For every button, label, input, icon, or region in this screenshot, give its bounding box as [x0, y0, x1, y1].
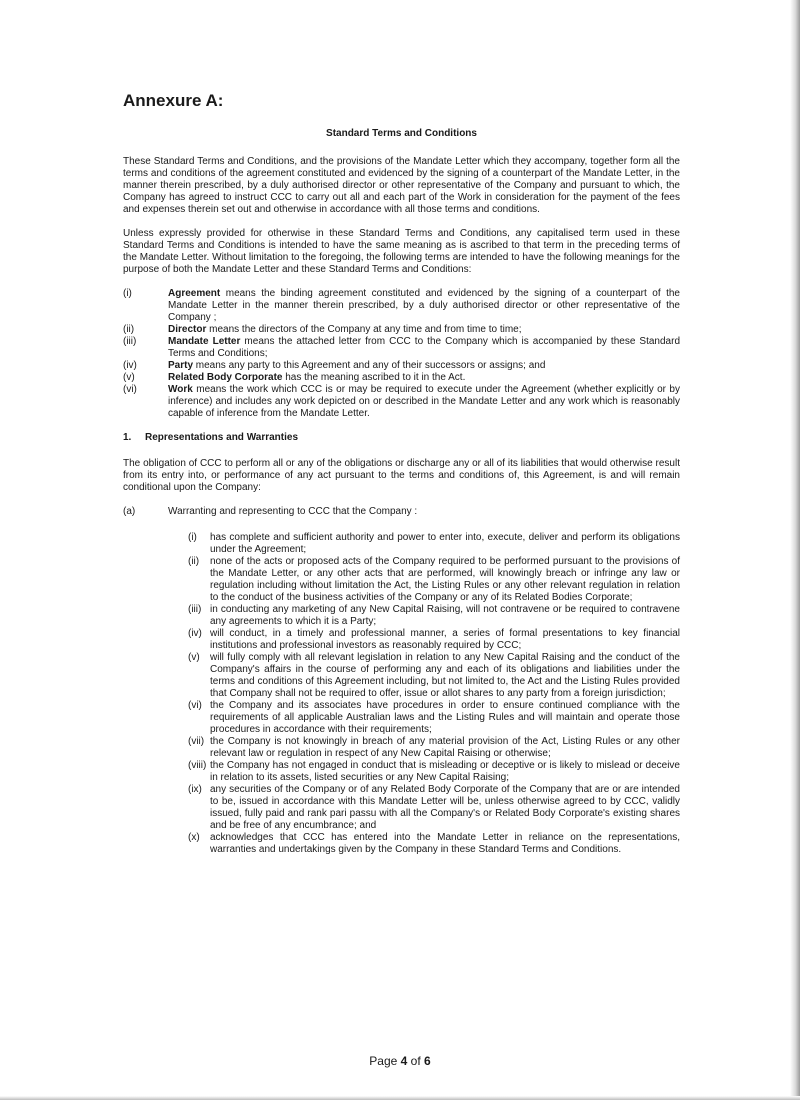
- section-intro-paragraph: The obligation of CCC to perform all or any of the obligations or discharge any or all of its liabilities that would otherwise result from its entry into, or performance of any act pursuant to the terms and conditions of, this Agreement, is and will remain conditional upon the Company:: [123, 458, 680, 493]
- warranty-text: the Company has not engaged in conduct that is misleading or deceptive or is likely to mislead or deceive in relation to its assets, listed securities or any New Capital Raising;: [210, 760, 680, 783]
- warranty-item: [188, 784, 680, 832]
- warranty-text: in conducting any marketing of any New Capital Raising, will not contravene or be required to contravene any agreements to which it is a Party;: [210, 604, 680, 627]
- page-edge-shadow: [790, 0, 800, 1100]
- intro-paragraph-1: These Standard Terms and Conditions, and the provisions of the Mandate Letter which they accompany, together form all the terms and conditions of the agreement constituted and evidenced by the signing of a counterpart of the Mandate Letter, in the manner therein prescribed, by a duly authorised director or other representative of the Company and pursuant to which, the Company has agreed to instruct CCC to carry out all and each part of the Work in consideration for the payment of the fees and expenses therein set out and otherwise in accordance with all those terms and conditions.: [123, 156, 680, 215]
- annex-title: Annexure A:: [123, 91, 224, 110]
- warranty-text: will fully comply with all relevant legislation in relation to any New Capital Raising and the conduct of the Company's affairs in the course of performing any and each of its obligations and liabilities under the terms and conditions of this Agreement including, but not limited to, the Act and the Listing Rules provided that Company shall not be required to offer, issue or allot shares to any party from a foreign jurisdiction;: [210, 652, 680, 699]
- definition-text: [168, 360, 680, 372]
- warranty-number: (i): [188, 532, 197, 543]
- definition-number: (vi): [123, 384, 137, 395]
- definition-text: [168, 324, 680, 336]
- of-word: of: [410, 1054, 421, 1068]
- current-page-number: 4: [400, 1054, 408, 1068]
- definition-item: [123, 288, 680, 324]
- warranty-item: [188, 532, 680, 556]
- warranty-number: (iii): [188, 604, 202, 615]
- page-footer: [0, 1053, 800, 1069]
- warranty-text: none of the acts or proposed acts of the Company required to be performed pursuant to the provisions of the Mandate Letter, or any other acts that are performed, will knowingly breach or infringe any law or regulation including without limitation the Act, the Listing Rules or any other relevant regulation in relation to the conduct of the business activities of the Company or any of its Related Bodies Corporate;: [210, 556, 680, 603]
- warranty-number: (iv): [188, 628, 202, 639]
- definition-item: [123, 324, 680, 336]
- definition-term: Related Body Corporate: [168, 372, 283, 383]
- definition-term: Mandate Letter: [168, 336, 241, 347]
- section-heading: [123, 432, 680, 444]
- definition-item: [123, 336, 680, 360]
- total-pages-number: 6: [424, 1054, 431, 1068]
- definition-meaning: has the meaning ascribed to it in the Act.: [282, 372, 466, 383]
- warranty-text: any securities of the Company or of any Related Body Corporate of the Company that are or are intended to be, issued in accordance with this Mandate Letter will be, unless otherwise agreed to by CCC, validly issued, fully paid and rank pari passu with all the Company's or Related Body Corporate's existing shares and be free of any encumbrance; and: [210, 784, 680, 831]
- definition-number: (iv): [123, 360, 137, 371]
- warranty-number: (viii): [188, 760, 207, 771]
- warranty-number: (ii): [188, 556, 200, 567]
- warranty-item: [188, 700, 680, 736]
- section-title: Representations and Warranties: [145, 432, 299, 443]
- warranty-text: has complete and sufficient authority and power to enter into, execute, deliver and perform its obligations under the Agreement;: [210, 532, 680, 555]
- warranty-item: [188, 652, 680, 700]
- warranty-list: [188, 532, 680, 856]
- definition-number: (i): [123, 288, 132, 299]
- definition-term: Director: [168, 324, 207, 335]
- definition-number: (ii): [123, 324, 135, 335]
- definition-meaning: means the directors of the Company at any time and from time to time;: [206, 324, 522, 335]
- definition-item: [123, 360, 680, 372]
- definition-number: (iii): [123, 336, 137, 347]
- definition-term: Party: [168, 360, 194, 371]
- warranty-item: [188, 556, 680, 604]
- warranty-text: acknowledges that CCC has entered into the Mandate Letter in reliance on the representations, warranties and undertakings given by the Company in these Standard Terms and Conditions.: [210, 832, 680, 855]
- page-bottom-shadow: [0, 1096, 800, 1100]
- definition-number: (v): [123, 372, 135, 383]
- document-body: [123, 90, 680, 856]
- definition-item: [123, 372, 680, 384]
- definition-item: [123, 384, 680, 420]
- warranty-number: (ix): [188, 784, 202, 795]
- definitions-list: [123, 288, 680, 420]
- definition-term: Agreement: [168, 288, 221, 299]
- section-number: 1.: [123, 432, 132, 443]
- definition-meaning: means the attached letter from CCC to the Company which is accompanied by these Standard Terms and Conditions;: [168, 336, 680, 359]
- definition-text: [168, 288, 680, 324]
- clause-a: [123, 506, 680, 518]
- warranty-text: the Company and its associates have procedures in order to ensure continued compliance with the requirements of all applicable Australian laws and the Listing Rules and will maintain and operate those procedures in accordance with their requirements;: [210, 700, 680, 735]
- warranty-item: [188, 832, 680, 856]
- definition-text: [168, 372, 680, 384]
- definition-text: [168, 336, 680, 360]
- warranty-item: [188, 760, 680, 784]
- warranty-item: [188, 628, 680, 652]
- warranty-item: [188, 736, 680, 760]
- definition-text: [168, 384, 680, 420]
- document-subtitle: Standard Terms and Conditions: [326, 128, 477, 139]
- warranty-number: (vii): [188, 736, 205, 747]
- definition-meaning: means the binding agreement constituted and evidenced by the signing of a counterpart of the Mandate Letter in the manner therein prescribed, by a duly authorised director or other representative of the Company ;: [168, 288, 680, 323]
- warranty-text: the Company is not knowingly in breach of any material provision of the Act, Listing Rules or any other relevant law or regulation in respect of any New Capital Raising or otherwise;: [210, 736, 680, 759]
- definition-meaning: means the work which CCC is or may be required to execute under the Agreement (whether explicitly or by inference) and includes any work depicted on or described in the Mandate Letter and any work which is reasonably capable of inference from the Mandate Letter.: [168, 384, 680, 419]
- page-word: Page: [369, 1054, 398, 1068]
- warranty-number: (x): [188, 832, 200, 843]
- definition-meaning: means any party to this Agreement and any of their successors or assigns; and: [193, 360, 546, 371]
- warranty-text: will conduct, in a timely and professional manner, a series of formal presentations to key financial institutions and professional investors as reasonably required by CCC;: [210, 628, 680, 651]
- clause-text: Warranting and representing to CCC that the Company :: [168, 506, 418, 517]
- warranty-number: (vi): [188, 700, 202, 711]
- warranty-item: [188, 604, 680, 628]
- clause-number: (a): [123, 506, 136, 517]
- definition-term: Work: [168, 384, 193, 395]
- intro-paragraph-2: Unless expressly provided for otherwise in these Standard Terms and Conditions, any capitalised term used in these Standard Terms and Conditions is intended to have the same meaning as is ascribed to that term in the preceding terms of the Mandate Letter. Without limitation to the foregoing, the following terms are intended to have the following meanings for the purpose of both the Mandate Letter and these Standard Terms and Conditions:: [123, 228, 680, 275]
- warranty-number: (v): [188, 652, 200, 663]
